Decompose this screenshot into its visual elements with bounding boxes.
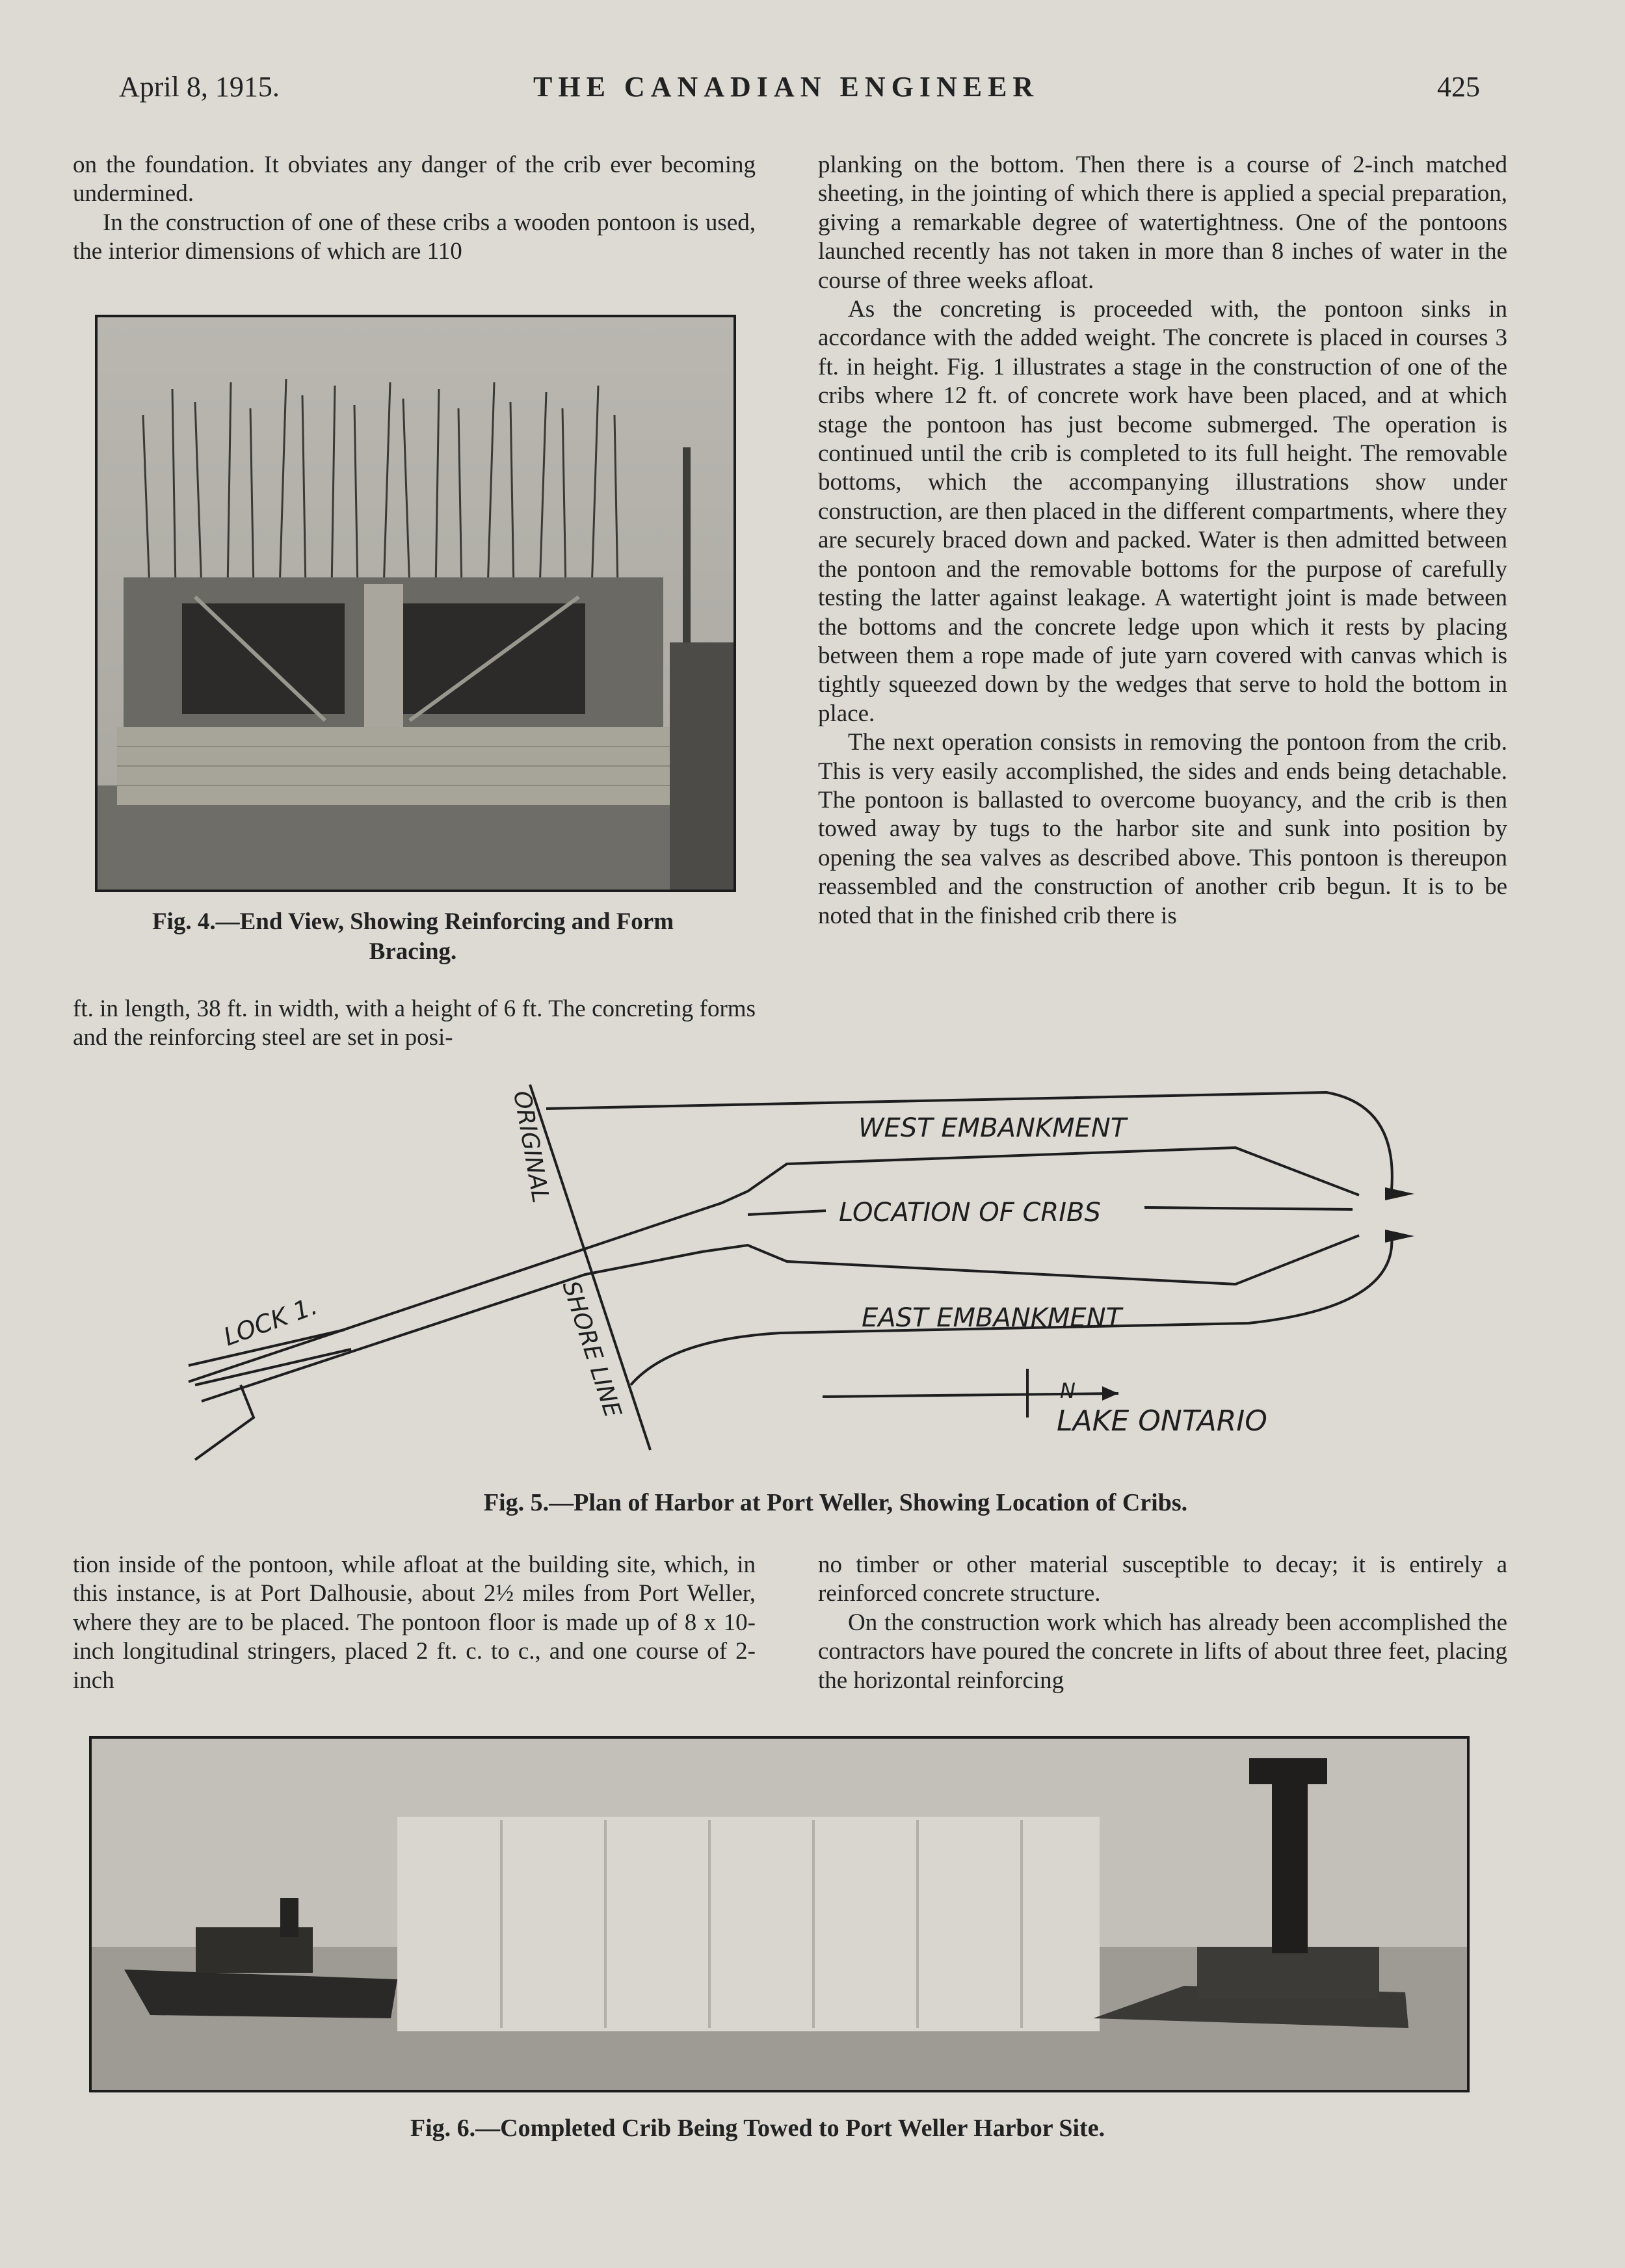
- label-lock-1: LOCK 1.: [220, 1291, 321, 1352]
- fig6-caption: Fig. 6.—Completed Crib Being Towed to Port Weller Harbor Site.: [410, 2115, 1105, 2142]
- header-date: April 8, 1915.: [119, 71, 280, 103]
- paragraph: no timber or other material susceptible to decay; it is entirely a reinforced concrete structure.: [818, 1551, 1507, 1607]
- paragraph: In the construction of one of these cribs a wooden pontoon is used, the interior dimensions of which are 110: [73, 209, 756, 265]
- fig6-photo: [89, 1736, 1470, 2092]
- right-column-bottom: [818, 1551, 1507, 1695]
- label-original: ORIGINAL: [508, 1088, 554, 1206]
- left-column-bottom: [73, 1551, 756, 1695]
- crib-towing-photo: [92, 1739, 1467, 2090]
- page-number: 425: [1437, 71, 1480, 103]
- label-west-embankment: WEST EMBANKMENT: [858, 1113, 1127, 1143]
- paragraph: On the construction work which has already been accomplished the contractors have poured the concrete in lifts of about three feet, placing the horizontal reinforcing: [818, 1609, 1507, 1694]
- paragraph: on the foundation. It obviates any danger of the crib ever becoming undermined.: [73, 152, 756, 207]
- fig5-caption: Fig. 5.—Plan of Harbor at Port Weller, Showing Location of Cribs.: [483, 1489, 1188, 1516]
- label-shore-line: SHORE LINE: [557, 1278, 626, 1421]
- label-lake-ontario: LAKE ONTARIO: [1057, 1404, 1267, 1438]
- original-shore-line: [530, 1085, 650, 1450]
- fig4-caption-line1: Fig. 4.—End View, Showing Reinforcing and Form: [152, 908, 674, 935]
- journal-title: THE CANADIAN ENGINEER: [533, 71, 1040, 103]
- label-east-embankment: EAST EMBANKMENT: [862, 1303, 1122, 1333]
- fig4-caption-line2: Bracing.: [369, 938, 457, 965]
- label-location-of-cribs: LOCATION OF CRIBS: [839, 1198, 1101, 1228]
- paragraph: planking on the bottom. Then there is a course of 2-inch matched sheeting, in the jointing of which there is applied a special preparation, giving a remarkable degree of watertightness. One of the pontoons launched recently has not taken in more than 8 inches of water in the course of three weeks afloat.: [818, 152, 1507, 294]
- paragraph: tion inside of the pontoon, while afloat at the building site, which, in this instance, is at Port Dalhousie, about 2½ miles from Port Weller, where they are to be placed. The pontoon floor is made up of 8 x 10-inch longitudinal stringers, placed 2 ft. c. to c., and one course of 2-inch: [73, 1551, 756, 1694]
- paragraph: As the concreting is proceeded with, the pontoon sinks in accordance with the added weight. The concrete is placed in courses 3 ft. in height. Fig. 1 illustrates a stage in the construction of one of the cribs where 12 ft. of concrete work have been placed, and at which stage the pontoon has just become submerged. The operation is continued until the crib is completed to its full height. The removable bottoms, which the accompanying illustrations show under construction, are then placed in the different compartments, where they are securely braced down and packed. Water is then admitted between the pontoon and the removable bottoms for the purpose of carefully testing the latter against leakage. A watertight joint is made between the bottoms and the concrete ledge upon which it rests by placing between them a rope made of jute yarn covered with canvas which is tightly squeezed down by the wedges that serve to hold the bottom in place.: [818, 296, 1507, 727]
- label-north: N: [1060, 1378, 1076, 1403]
- paragraph: ft. in length, 38 ft. in width, with a height of 6 ft. The concreting forms and the reinforcing steel are set in posi-: [73, 996, 756, 1051]
- paragraph: The next operation consists in removing the pontoon from the crib. This is very easily accomplished, the sides and ends being detachable. The pontoon is ballasted to overcome buoyancy, and the crib is then towed away by tugs to the harbor site and sunk into position by opening the sea valves as described above. This pontoon is thereupon reassembled and the construction of another crib begun. It is to be noted that in the finished crib there is: [818, 729, 1507, 929]
